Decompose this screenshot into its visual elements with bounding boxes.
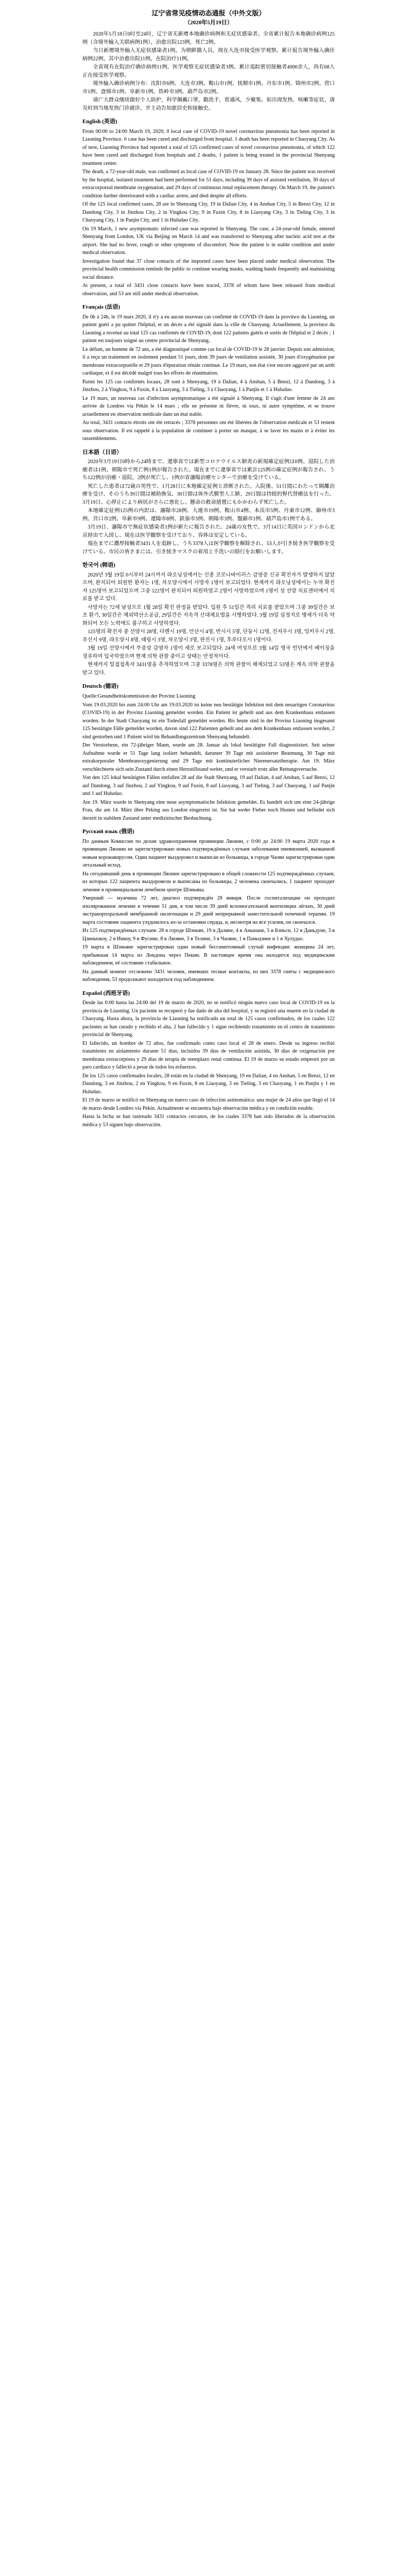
de-paragraph: Der Verstorbene, ein 72-jähriger Mann, wurde am 28. Januar als lokal bestätigter Fall diagnostiziert. Seit seiner Aufnahme wurde er 51 Tage lang isoliert behandelt, darunter 39 Tage mit assistierter Beatmung, 30 Tage mit extrakorporaler Membranoxygenierung und 29 Tage mit kontinuierlicher Nierenersatztherapie. Am 19. März verschlechterte sich sein Zustand durch einen Herzstillstand weiter, und er verstarb trotz aller Rettungsversuche. [82,742,335,772]
zh-paragraph: 2020年5月18日0时至24时，辽宁省无新增本地确诊病例和无症状感染者。全省累计报告本地确诊病例125例（含境外输入关联病例1例），治愈出院123例，死亡2例。 [82,31,335,45]
de-paragraph: Am 19. März wurde in Shenyang eine neue asymptomatische Infektion gemeldet. Es handelt sich um eine 24-jährige Frau, die am 14. März über Peking aus London eingereist ist. Sie hat weder Fieber noch Husten und befindet sich derzeit in stabilem Zustand unter medizinischer Beobachtung. [82,799,335,821]
ru-paragraph: Из 125 подтверждённых случаев: 28 в городе Шэньян, 19 в Даляне, 4 в Аньшане, 5 в Бэньси, 12 в Даньдуне, 3 в Цзиньчжоу, 2 в Инкоу, 9 в Фусине, 8 в Ляояне, 3 в Телине, 3 в Чаояне, 1 в Паньцзине и 1 в Хулудао. [82,928,335,942]
section-korean [82,561,335,677]
bulletin-date: （2020年5月19日） [184,19,233,26]
ja-paragraph: 現在までに濃厚接触者3431人を追跡し、うち3378人は医学観察を解除され、53人が引き続き医学観察を受けている。市民の皆さまには、引き続きマスクの着用と手洗いの励行をお願いします。 [82,541,335,555]
section-french [82,303,335,443]
ja-paragraph: 2020年3月19日0時から24時まで、遼寧省では新型コロナウイルス肺炎の新規確定症例は0例、退院した治癒者は1例、朝陽市で死亡例1例が報告された。現在までに遼寧省では累計125例の確定症例が報告され、うち122例が治癒・退院、2例が死亡し、1例が省瀋陽治療センターで治療を受けている。 [82,459,335,481]
en-paragraph: Of the 125 local confirmed cases, 28 are in Shenyang City, 19 in Dalian City, 4 in Anshan City, 5 in Benxi City, 12 in Dandong City, 3 in Jinzhou City, 2 in Yingkou City, 9 in Fuxin City, 8 in Liaoyang City, 3 in Tieling City, 3 in Chaoyang City, 1 in Panjin City, and 1 in Huludao City. [82,201,335,224]
zh-paragraph: 全省现有在院治疗确诊病例11例，医学观察无症状感染者3例。累计追踪密切接触者4000余人，尚有68人正在接受医学观察。 [82,64,335,78]
ja-paragraph: 本地確定症例125例の内訳は、瀋陽市28例、大連市19例、鞍山市4例、本渓市5例、丹東市12例、錦州市3例、営口市2例、阜新市9例、遼陽市8例、鉄嶺市3例、朝陽市3例、盤錦市1例、葫芦島市1例である。 [82,508,335,522]
es-paragraph: Desde las 0:00 hasta las 24:00 del 19 de marzo de 2020, no se notificó ningún nuevo caso local de COVID-19 en la provincia de Liaoning. Un paciente se recuperó y fue dado de alta del hospital, y se registró una muerte en la ciudad de Chaoyang. Hasta ahora, la provincia de Liaoning ha notificado un total de 125 casos confirmados, de los cuales 122 pacientes se han curado y recibido el alta, 2 han fallecido y 1 sigue recibiendo tratamiento en el centro de tratamiento provincial de Shenyang. [82,1000,335,1038]
ru-paragraph: По данным Комиссии по делам здравоохранения провинции Ляонин, с 0:00 до 24:00 19 марта 2020 года в провинции Ляонин не зарегистрировано новых подтверждённых случаев заболевания пневмонией, вызванной новым коронавирусом. Один пациент выздоровел и выписан из больницы, в городе Чаоян зарегистрирован один летальный исход. [82,838,335,869]
ja-paragraph: 3月19日、瀋陽市で無症状感染者1例が新たに報告された。24歳の女性で、3月14日に英国ロンドンから北京経由で入国し、現在は医学観察を受けており、容体は安定している。 [82,524,335,538]
section-heading-japanese: 日本語（日语） [82,449,122,455]
section-japanese [82,448,335,556]
section-heading-russian: Русский язык (俄语) [82,828,134,835]
zh-paragraph: 当日新增境外输入无症状感染者1例，为朝鲜籍人员，现在大连市接受医学观察。累计报告境外输入确诊病例22例，其中治愈出院11例，在院治疗11例。 [82,48,335,62]
section-english [82,117,335,298]
bulletin-document [82,8,335,2576]
es-paragraph: El 19 de marzo se notificó en Shenyang un nuevo caso de infección asintomática: una mujer de 24 años que llegó el 14 de marzo desde Londres vía Pekín. Actualmente se encuentra bajo observación médica y en condición estable. [82,1097,335,1111]
ko-paragraph: 125명의 확진자 중 선양시 28명, 다롄시 19명, 안산시 4명, 번시시 5명, 단둥시 12명, 진저우시 3명, 잉커우시 2명, 푸신시 9명, 랴오양시 8명, 톄링시 3명, 차오양시 3명, 판진시 1명, 후루다오시 1명이다. [82,629,335,643]
section-heading-french: Français (法语) [82,304,121,311]
de-paragraph: Vom 19.03.2020 bis zum 24:00 Uhr am 19.03.2020 ist keine neu bestätigte Infektion mit dem neuartigen Coronavirus (COVID-19) in der Provinz Liaoning gemeldet worden. Ein Patient ist geheilt und aus dem Krankenhaus entlassen worden. In der Stadt Chaoyang ist ein Todesfall gemeldet worden. Bis heute sind in der Provinz Liaoning insgesamt 125 bestätigte Fälle gemeldet worden, davon sind 122 Patienten geheilt und aus dem Krankenhaus entlassen worden, 2 sind gestorben und 1 Patient wird im Behandlungszentrum Shenyang behandelt. [82,702,335,740]
section-heading-english: English (英语) [82,118,117,125]
en-paragraph: Investigation found that 37 close contacts of the imported cases have been placed under medical observation. The provincial health commission reminds the public to continue wearing masks, washing hands frequently and maintaining social distance. [82,258,335,280]
bulletin-title: 辽宁省常见疫情动态通报（中外文版） [151,9,266,17]
es-paragraph: El fallecido, un hombre de 72 años, fue confirmado como caso local el 28 de enero. Desde su ingreso recibió tratamiento en aislamiento durante 51 días, incluidos 39 días de ventilación asistida, 30 días de oxigenación por membrana extracorpórea y 29 días de terapia de reemplazo renal continua. El 19 de marzo su estado empeoró por un paro cardíaco y falleció a pesar de todos los esfuerzos. [82,1040,335,1071]
de-paragraph: Quelle:Gesundheitskommission der Provinz Liaoning [82,693,196,700]
ko-paragraph: 2020년 3월 19일 0시부터 24시까지 랴오닝성에서는 신종 코로나바이러스 감염증 신규 확진자가 발생하지 않았으며, 완치되어 퇴원한 환자는 1명, 차오양시에서 사망자 1명이 보고되었다. 현재까지 랴오닝성에서는 누적 확진자 125명이 보고되었으며 그중 122명이 완치되어 퇴원하였고 2명이 사망하였으며 1명이 성 선양 치료센터에서 치료를 받고 있다. [82,572,335,602]
ru-paragraph: Умерший — мужчина 72 лет, диагноз подтверждён 28 января. После госпитализации он проходил изолированное лечение в течение 51 дня, в том числе 39 дней вспомогательной вентиляции лёгких, 30 дней экстракорпоральной мембранной оксигенации и 29 дней непрерывной заместительной почечной терапии. 19 марта состояние пациента ухудшилось из-за остановки сердца, и, несмотря на все усилия, он скончался. [82,895,335,925]
ru-paragraph: На данный момент отслежено 3431 человек, имевших тесные контакты, из них 3378 сняты с медицинского наблюдения, 53 продолжают находиться под наблюдением. [82,969,335,983]
section-heading-german: Deutsch (德语) [82,683,118,690]
es-paragraph: Hasta la fecha se han rastreado 3431 contactos cercanos, de los cuales 3378 han sido liberados de la observación médica y 53 siguen bajo observación. [82,1114,335,1128]
section-heading-spanish: Español (西班牙语) [82,990,130,996]
ko-paragraph: 현재까지 밀접접촉자 3431명을 추적하였으며 그중 3378명은 의학 관찰이 해제되었고 53명은 계속 의학 관찰을 받고 있다. [82,662,335,676]
section-heading-korean: 한국어 (韩语) [82,562,115,569]
en-paragraph: At present, a total of 3431 close contacts have been traced, 3378 of whom have been released from medical observation, and 53 are still under medical observation. [82,283,335,297]
fr-paragraph: Au total, 3431 contacts étroits ont été retracés ; 3378 personnes ont été libérées de l'observation médicale et 53 restent sous observation. Il est rappelé à la population de continuer à porter un masque, à se laver les mains et à éviter les rassemblements. [82,420,335,442]
fr-paragraph: Le 19 mars, un nouveau cas d'infection asymptomatique a été signalé à Shenyang. Il s'agit d'une femme de 24 ans arrivée de Londres via Pékin le 14 mars ; elle ne présente ni fièvre, ni toux, ni autre symptôme, et se trouve actuellement en observation médicale dans un état stable. [82,395,335,417]
zh-paragraph: 请广大群众继续做好个人防护，科学佩戴口罩，勤洗手，常通风，少聚集。如出现发热、咳嗽等症状，请及时到当地发热门诊就诊，并主动告知旅居史和接触史。 [82,97,335,111]
fr-paragraph: De 0h à 24h, le 19 mars 2020, il n'y a eu aucun nouveau cas confirmé de COVID-19 dans la province du Liaoning, un patient guéri a pu quitter l'hôpital, et un décès a été signalé dans la ville de Chaoyang. Actuellement, la province du Liaoning a recensé au total 125 cas confirmés de COVID-19, dont 122 patients guéris et sortis de l'hôpital et 2 décès ; 1 patient est toujours soigné au centre provincial de Shenyang. [82,314,335,344]
section-spanish [82,989,335,1129]
fr-paragraph: Le défunt, un homme de 72 ans, a été diagnostiqué comme cas local de COVID-19 le 28 janvier. Depuis son admission, il a reçu un traitement en isolement pendant 51 jours, dont 39 jours de ventilation assistée, 30 jours d'oxygénation par membrane extracorporelle et 29 jours d'épuration rénale continue. Le 19 mars, son état s'est encore aggravé par un arrêt cardiaque, et il est décédé malgré tous les efforts de réanimation. [82,346,335,377]
section-russian [82,827,335,984]
en-paragraph: From 00:00 to 24:00 March 19, 2020, 0 local case of COVID-19 novel coronavirus pneumonia has been reported in Liaoning Province. 0 case has been cured and discharged from hospital. 1 death has been reported in Chaoyang City. As of now, Liaoning Province had reported a total of 125 confirmed cases of novel coronavirus pneumonia, of which 122 have been cured and discharged from hospitals and 2 deaths, 1 patient is being treated in the provincial Shenyang treatment center. [82,128,335,166]
ko-paragraph: 3월 19일 선양시에서 무증상 감염자 1명이 새로 보고되었다. 24세 여성으로 3월 14일 영국 런던에서 베이징을 경유하여 입국하였으며 현재 의학 관찰 중이고 상태는 안정적이다. [82,646,335,659]
section-german [82,682,335,822]
fr-paragraph: Parmi les 125 cas confirmés locaux, 28 sont à Shenyang, 19 à Dalian, 4 à Anshan, 5 à Benxi, 12 à Dandong, 3 à Jinzhou, 2 à Yingkou, 9 à Fuxin, 8 à Liaoyang, 3 à Tieling, 3 à Chaoyang, 1 à Panjin et 1 à Huludao. [82,379,335,393]
ru-paragraph: На сегодняшний день в провинции Ляонин зарегистрировано в общей сложности 125 подтверждённых случаев, из которых 122 пациента выздоровели и выписаны из больницы, 2 человека скончались, 1 пациент проходит лечение в провинциальном лечебном центре Шэньяна. [82,871,335,893]
es-paragraph: De los 125 casos confirmados locales, 28 están en la ciudad de Shenyang, 19 en Dalian, 4 en Anshan, 5 en Benxi, 12 en Dandong, 3 en Jinzhou, 2 en Yingkou, 9 en Fuxin, 8 en Liaoyang, 3 en Tieling, 3 en Chaoyang, 1 en Panjin y 1 en Huludao. [82,1073,335,1095]
de-paragraph: Von den 125 lokal bestätigten Fällen entfallen 28 auf die Stadt Shenyang, 19 auf Dalian, 4 auf Anshan, 5 auf Benxi, 12 auf Dandong, 3 auf Jinzhou, 2 auf Yingkou, 9 auf Fuxin, 8 auf Liaoyang, 3 auf Tieling, 3 auf Chaoyang, 1 auf Panjin und 1 auf Huludao. [82,775,335,797]
section-chinese [82,30,335,112]
ko-paragraph: 사망자는 72세 남성으로 1월 28일 확진 판정을 받았다. 입원 후 51일간 격리 치료를 받았으며 그중 39일간은 보조 환기, 30일간은 체외막산소공급, 29일간은 지속적 신대체요법을 시행하였다. 3월 19일 심정지로 병세가 더욱 악화되어 모든 노력에도 불구하고 사망하였다. [82,604,335,626]
ja-paragraph: 死亡した患者は72歳の男性で、1月28日に本地確定症例と診断された。入院後、51日間にわたって隔離治療を受け、そのうち39日間は補助換気、30日間は体外式膜型人工肺、29日間は持続的腎代替療法を行った。3月19日、心停止により病状がさらに悪化し、懸命の救命措置にもかかわらず死亡した。 [82,483,335,505]
ru-paragraph: 19 марта в Шэньяне зарегистрирован один новый бессимптомный случай инфекции: женщина 24 лет, прибывшая 14 марта из Лондона через Пекин. В настоящее время она находится под медицинским наблюдением, её состояние стабильное. [82,944,335,967]
zh-paragraph: 境外输入确诊病例分布：沈阳市6例、大连市3例、鞍山市1例、抚顺市1例、丹东市1例、锦州市2例、营口市1例、盘锦市1例、阜新市1例、铁岭市3例、葫芦岛市2例。 [82,81,335,95]
en-paragraph: On 19 March, 1 new asymptomatic infected case was reported in Shenyang. The case, a 24-year-old female, entered Shenyang from London, UK via Beijing on March 14 and was transferred to Shenyang after nucleic acid test at the airport. She had no fever, cough or other symptoms of discomfort. Now the patient is in stable condition and under medical observation. [82,226,335,256]
en-paragraph: The death, a 72-year-old male, was confirmed as local case of COVID-19 on January 28. Since the patient was received by the hospital, isolated treatment had been performed for 51 days, including 39 days of assisted ventilation, 30 days of extracorporeal membrane oxygenation, and 29 days of continuous renal replacement therapy. On March 19, the patient's condition further deteriorated with a cardiac arrest, and died despite all efforts. [82,169,335,199]
